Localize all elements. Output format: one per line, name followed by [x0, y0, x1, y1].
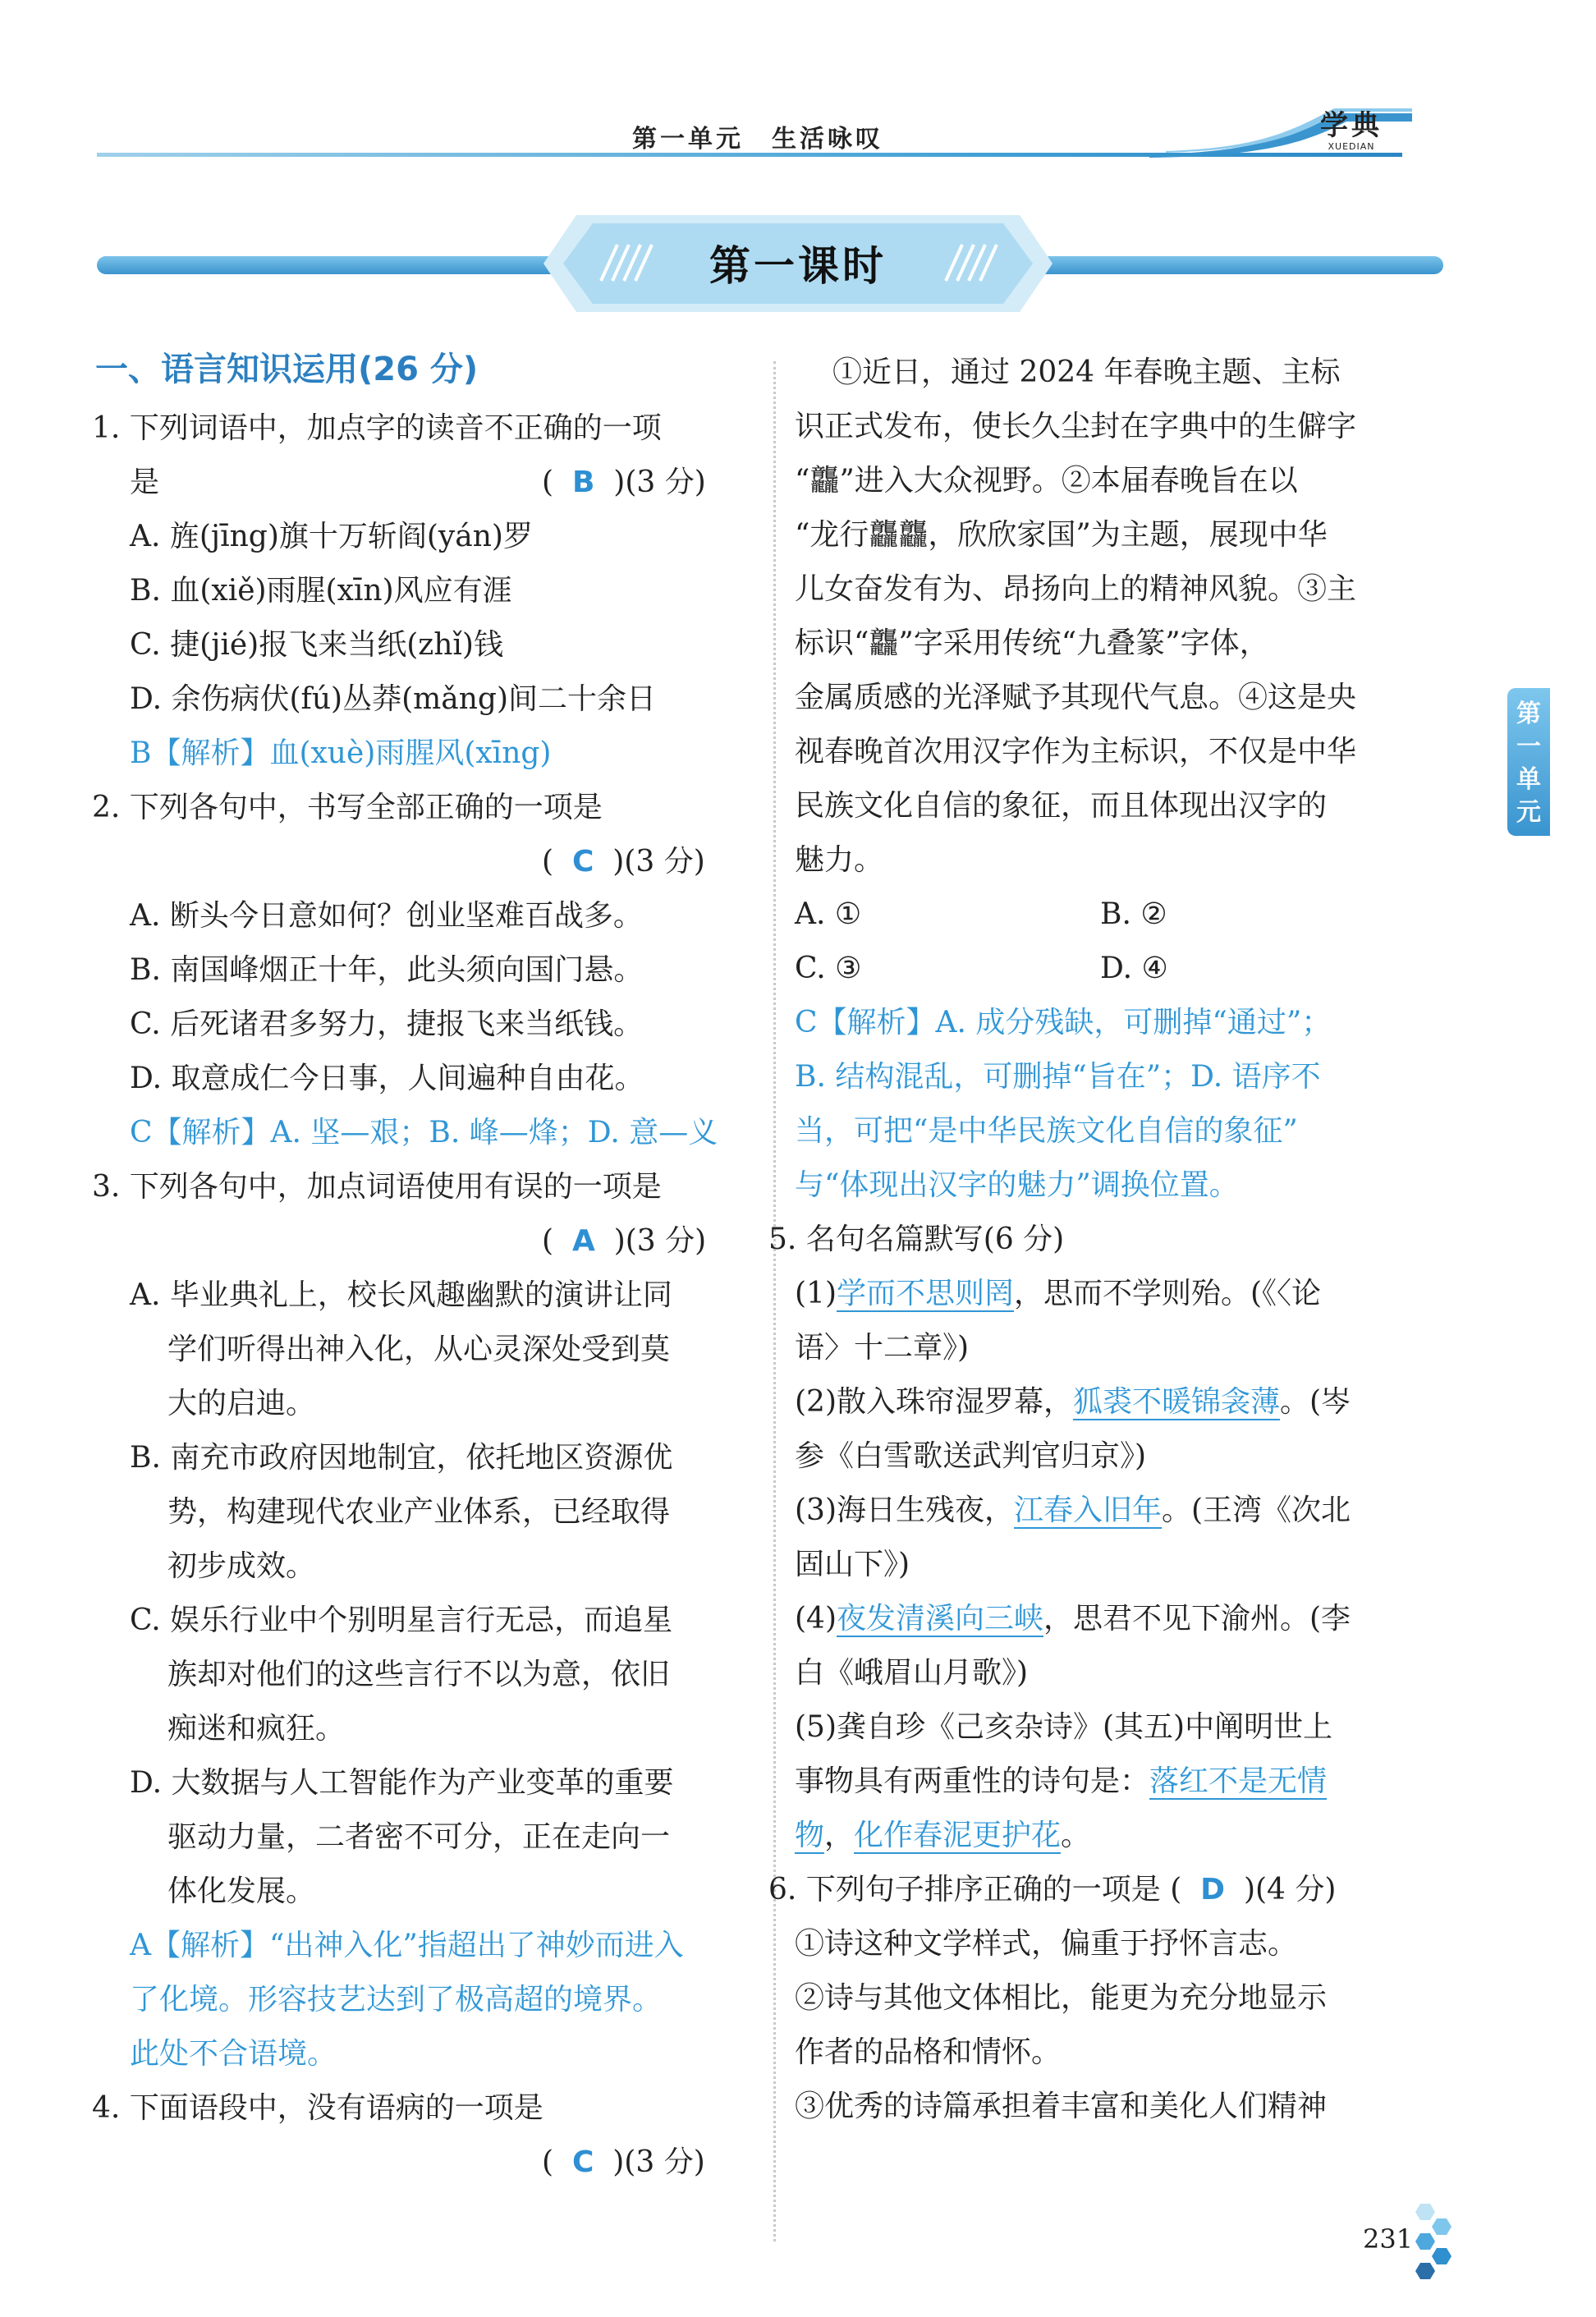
recite-item-2-cont: 参《白雪歌送武判官归京》): [795, 1439, 1147, 1473]
option-a: A. 旌(jīng)旗十万斩阎(yán)罗: [130, 520, 533, 553]
publisher-logo: [1312, 110, 1391, 161]
analysis-cont: 与“体现出汉字的魅力”调换位置。: [795, 1168, 1239, 1202]
passage-line: 视春晚首次用汉字作为主标识，不仅是中华: [795, 735, 1357, 769]
option-d: D. 大数据与人工智能作为产业变革的重要: [130, 1766, 674, 1800]
score: (3 分): [625, 1224, 707, 1258]
filled-answer: 落红不是无情: [1149, 1764, 1328, 1798]
question-text: 是: [130, 466, 160, 499]
page-number: 231: [1363, 2223, 1414, 2255]
logo-text: 学典: [1320, 109, 1383, 142]
recite-item-4: [795, 1603, 1351, 1636]
option-c: C. 捷(jié)报飞来当纸(zhǐ)钱: [130, 628, 503, 662]
answer-slot: ( A )(3 分): [542, 1224, 707, 1258]
item-text: (4): [795, 1602, 837, 1636]
filled-answer: 狐裘不暖锦衾薄: [1073, 1385, 1281, 1419]
option-b: B. ②: [1100, 897, 1167, 931]
answer-slot: ( C )(3 分): [542, 2145, 705, 2179]
question-2-stem: 2. 下列各句中，书写全部正确的一项是: [92, 791, 603, 824]
item-text: ，思而不学则殆。(《〈论: [1014, 1277, 1322, 1310]
answer-letter: D: [1200, 1873, 1226, 1906]
option-c: C. 后死诸君多努力，捷报飞来当纸钱。: [130, 1007, 644, 1041]
score: (4 分): [1255, 1873, 1337, 1906]
item-text: ，: [824, 1819, 855, 1852]
analysis-cont: 了化境。形容技艺达到了极高超的境界。: [130, 1983, 663, 2016]
option-d: D. 取意成仁今日事，人间遍种自由花。: [130, 1062, 644, 1095]
item-text: 。(岑: [1280, 1385, 1351, 1419]
option-a-cont: 大的启迪。: [167, 1387, 316, 1420]
recite-item-5-cont: [795, 1819, 1090, 1852]
analysis: C【解析】A. 坚—艰；B. 峰—烽；D. 意—义: [130, 1116, 718, 1149]
recite-item-5: (5)龚自珍《己亥杂诗》(其五)中阐明世上: [795, 1710, 1333, 1744]
passage-line: “龘”进入大众视野。②本届春晚旨在以: [795, 464, 1298, 498]
option-d-cont: 驱动力量，二者密不可分，正在走向一: [167, 1820, 671, 1854]
score: (3 分): [624, 845, 705, 879]
option-a: A. ①: [795, 897, 862, 931]
recite-item-5-cont: [795, 1765, 1327, 1798]
passage-line: 魅力。: [795, 843, 884, 877]
item-text: ，思君不见下渝州。(李: [1043, 1602, 1351, 1636]
passage-line: ①近日，通过 2024 年春晚主题、主标: [832, 356, 1341, 389]
question-text: 6. 下列句子排序正确的一项是: [768, 1873, 1161, 1906]
option-c-cont: 族却对他们的这些言行不以为意，依旧: [167, 1658, 671, 1691]
answer-letter: C: [571, 845, 594, 879]
answer-letter: A: [571, 1224, 595, 1258]
score: (3 分): [625, 466, 706, 499]
recite-item-1: [795, 1278, 1321, 1310]
option-b-cont: 初步成效。: [167, 1549, 316, 1583]
option-c: C. ③: [795, 952, 862, 985]
sentence-1: ①诗这种文学样式，偏重于抒怀言志。: [795, 1927, 1298, 1961]
item-text: 。: [1061, 1819, 1091, 1852]
option-d-cont: 体化发展。: [167, 1874, 316, 1908]
passage-line: 民族文化自信的象征，而且体现出汉字的: [795, 789, 1328, 823]
lesson-title: 第一课时: [709, 242, 887, 290]
question-3-stem: 3. 下列各句中，加点词语使用有误的一项是: [92, 1170, 662, 1204]
filled-answer: 江春入旧年: [1014, 1493, 1163, 1527]
option-c-cont: 痴迷和疯狂。: [167, 1712, 346, 1746]
question-1-answer-line: [130, 466, 159, 499]
filled-answer: 学而不思则罔: [837, 1277, 1015, 1310]
option-a: A. 毕业典礼上，校长风趣幽默的演讲让同: [130, 1278, 672, 1312]
passage-line: 金属质感的光泽赋予其现代气息。④这是央: [795, 681, 1357, 714]
option-c: C. 娱乐行业中个别明星言行无忌，而追星: [130, 1604, 673, 1637]
item-text: 事物具有两重性的诗句是：: [795, 1764, 1150, 1798]
option-b: B. 南充市政府因地制宜，依托地区资源优: [130, 1441, 673, 1475]
column-divider: [773, 361, 776, 2241]
recite-item-1-cont: 语〉十二章》): [795, 1331, 970, 1365]
filled-answer: 物: [795, 1819, 825, 1852]
sentence-3: ③优秀的诗篇承担着丰富和美化人们精神: [795, 2090, 1328, 2123]
option-a: A. 断头今日意如何？创业坚难百战多。: [130, 899, 643, 933]
answer-letter: C: [571, 2145, 594, 2179]
option-b-cont: 势，构建现代农业产业体系，已经取得: [167, 1495, 671, 1529]
analysis-cont: 此处不合语境。: [130, 2037, 337, 2071]
option-b: B. 南国峰烟正十年，此头须向国门悬。: [130, 953, 644, 987]
recite-item-3-cont: 固山下》): [795, 1548, 910, 1581]
filled-answer: 化作春泥更护花: [854, 1819, 1062, 1852]
score: (3 分): [624, 2145, 705, 2179]
analysis: B【解析】血(xuè)雨腥风(xīng): [130, 736, 552, 770]
analysis: A【解析】“出神入化”指超出了神妙而进入: [130, 1929, 684, 1962]
section-heading: 一、语言知识运用(26 分): [95, 351, 479, 388]
item-text: 。(王湾《次北: [1162, 1493, 1351, 1527]
answer-letter: B: [571, 466, 595, 499]
logo-subtext: XUEDIAN: [1328, 141, 1375, 152]
question-6-stem: 6. 下列句子排序正确的一项是 ( D )(4 分): [768, 1873, 1337, 1906]
passage-line: “龙行龘龘，欣欣家国”为主题，展现中华: [795, 518, 1328, 552]
passage-line: 标识“龘”字采用传统“九叠篆”字体，: [795, 626, 1269, 660]
analysis: C【解析】A. 成分残缺，可删掉“通过”；: [795, 1006, 1332, 1039]
option-d: D. ④: [1100, 952, 1168, 985]
question-5-stem: 5. 名句名篇默写(6 分): [768, 1223, 1065, 1256]
option-d: D. 余伤病伏(fú)丛莽(mǎng)间二十余日: [130, 682, 656, 716]
unit-title: 第一单元 生活咏叹: [632, 125, 883, 154]
sentence-2-cont: 作者的品格和情怀。: [795, 2035, 1062, 2069]
filled-answer: 夜发清溪向三峡: [837, 1602, 1044, 1636]
passage-line: 儿女奋发有为、昂扬向上的精神风貌。③主: [795, 572, 1357, 606]
answer-slot: ( C )(3 分): [542, 845, 705, 879]
question-4-stem: 4. 下面语段中，没有语病的一项是: [92, 2091, 543, 2125]
item-text: (2)散入珠帘湿罗幕，: [795, 1385, 1073, 1419]
sentence-2: ②诗与其他文体相比，能更为充分地显示: [795, 1981, 1328, 2015]
unit-side-tab: 第一单元: [1507, 688, 1550, 836]
question-text: 1. 下列词语中，加点字的读音不正确的一项: [92, 411, 662, 445]
option-a-cont: 学们听得出神入化，从心灵深处受到莫: [167, 1333, 671, 1366]
item-text: (3)海日生残夜，: [795, 1493, 1014, 1527]
option-b: B. 血(xiě)雨腥(xīn)风应有涯: [130, 574, 512, 608]
analysis-cont: B. 结构混乱，可删掉“旨在”；D. 语序不: [795, 1060, 1321, 1094]
recite-item-3: [795, 1494, 1351, 1527]
question-1-stem: [92, 412, 662, 445]
item-text: (1): [795, 1277, 837, 1310]
hexagon-decoration: [1396, 2200, 1461, 2291]
analysis-cont: 当，可把“是中华民族文化自信的象征”: [795, 1114, 1298, 1148]
answer-slot: ( B )(3 分): [542, 466, 706, 499]
passage-line: 识正式发布，使长久尘封在字典中的生僻字: [795, 410, 1357, 443]
recite-item-2: [795, 1386, 1351, 1419]
recite-item-4-cont: 白《峨眉山月歌》): [795, 1656, 1029, 1690]
